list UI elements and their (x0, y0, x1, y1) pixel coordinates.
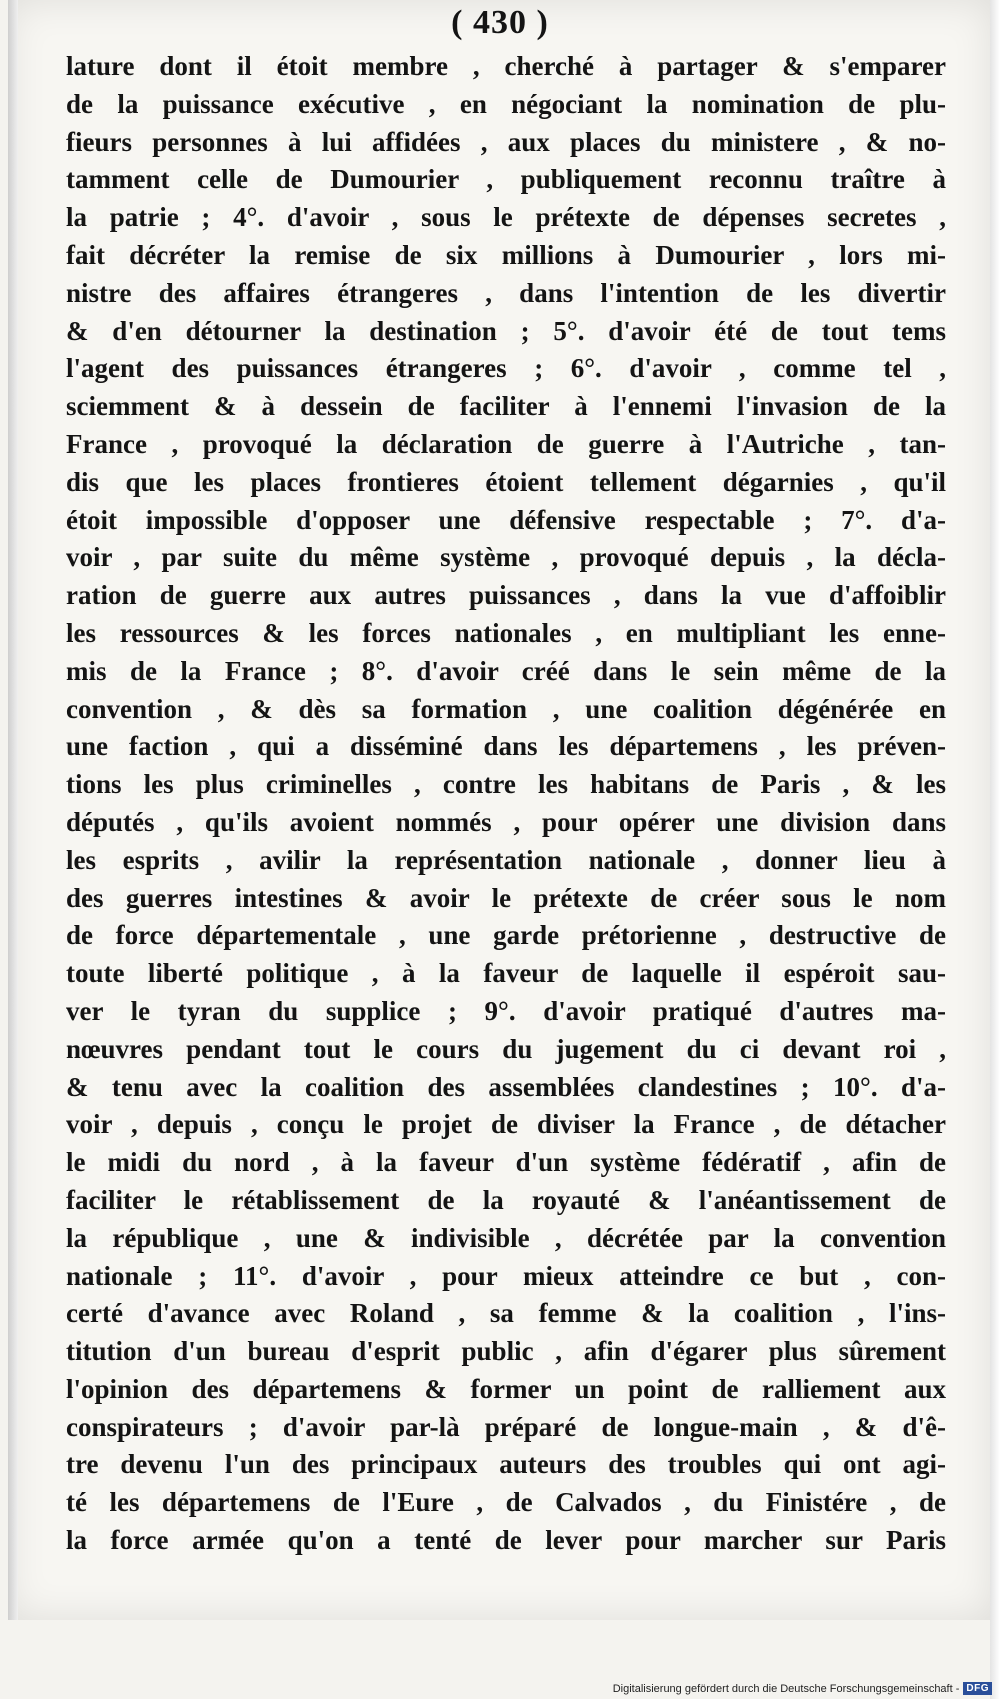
text-line: les ressources & les forces nationales , en multipliant les enne- (66, 617, 946, 648)
text-line: l'opinion des départemens & former un point de ralliement aux (66, 1373, 946, 1404)
text-line: ver le tyran du supplice ; 9°. d'avoir pratiqué d'autres ma- (66, 995, 946, 1026)
body-text (66, 48, 946, 1560)
text-line: voir , par suite du même système , provoqué depuis , la décla- (66, 542, 946, 573)
text-line: faciliter le rétablissement de la royauté & l'anéantissement de (66, 1184, 946, 1215)
text-line: de la puissance exécutive , en négociant la nomination de plu- (66, 88, 946, 119)
credit-text: Digitalisierung gefördert durch die Deutsche Forschungsgemeinschaft - (612, 1682, 960, 1695)
text-line: mis de la France ; 8°. d'avoir créé dans le sein même de la (66, 655, 946, 686)
text-line: té les départemens de l'Eure , de Calvados , du Finistére , de (66, 1487, 946, 1518)
text-line: nistre des affaires étrangeres , dans l'intention de les divertir (66, 277, 946, 308)
page-number: ( 430 ) (451, 4, 549, 41)
text-line: députés , qu'ils avoient nommés , pour opérer une division dans (66, 806, 946, 837)
dfg-logo: DFG (963, 1682, 992, 1695)
text-line: nœuvres pendant tout le cours du jugement du ci devant roi , (66, 1033, 946, 1064)
text-line: fait décréter la remise de six millions à Dumourier , lors mi- (66, 239, 946, 270)
text-line: titution d'un bureau d'esprit public , afin d'égarer plus sûrement (66, 1336, 946, 1367)
text-line: sciemment & à dessein de faciliter à l'ennemi l'invasion de la (66, 391, 946, 422)
text-line: convention , & dès sa formation , une coalition dégénérée en (66, 693, 946, 724)
text-line: France , provoqué la déclaration de guerre à l'Autriche , tan- (66, 428, 946, 459)
text-line: fieurs personnes à lui affidées , aux places du ministere , & no- (66, 126, 946, 157)
text-line: étoit impossible d'opposer une défensive respectable ; 7°. d'a- (66, 504, 946, 535)
text-line: conspirateurs ; d'avoir par-là préparé de longue-main , & d'ê- (66, 1411, 946, 1442)
text-line: ration de guerre aux autres puissances , dans la vue d'affoiblir (66, 580, 946, 611)
text-line: les esprits , avilir la représentation nationale , donner lieu à (66, 844, 946, 875)
text-line: toute liberté politique , à la faveur de laquelle il espéroit sau- (66, 958, 946, 989)
text-line: la patrie ; 4°. d'avoir , sous le prétexte de dépenses secretes , (66, 202, 946, 233)
text-line: & tenu avec la coalition des assemblées clandestines ; 10°. d'a- (66, 1071, 946, 1102)
text-line: la force armée qu'on a tenté de lever pour marcher sur Paris (66, 1525, 946, 1556)
text-line: tre devenu l'un des principaux auteurs des troubles qui ont agi- (66, 1449, 946, 1480)
text-line: dis que les places frontieres étoient tellement dégarnies , qu'il (66, 466, 946, 497)
text-line: certé d'avance avec Roland , sa femme & la coalition , l'ins- (66, 1298, 946, 1329)
text-line: lature dont il étoit membre , cherché à partager & s'emparer (66, 51, 946, 81)
text-line: tions les plus criminelles , contre les habitans de Paris , & les (66, 769, 946, 800)
text-line: nationale ; 11°. d'avoir , pour mieux atteindre ce but , con- (66, 1260, 946, 1291)
text-line: voir , depuis , conçu le projet de diviser la France , de détacher (66, 1109, 946, 1140)
text-line: le midi du nord , à la faveur d'un système fédératif , afin de (66, 1147, 946, 1178)
page-edge (990, 0, 1000, 1699)
digitization-credit (613, 1682, 992, 1695)
text-line: une faction , qui a disséminé dans les départemens , les préven- (66, 731, 946, 762)
page-binding-shadow (8, 0, 18, 1620)
text-line: & d'en détourner la destination ; 5°. d'avoir été de tout tems (66, 315, 946, 346)
text-line: l'agent des puissances étrangeres ; 6°. d'avoir , comme tel , (66, 353, 946, 384)
text-line: la république , une & indivisible , décrétée par la convention (66, 1222, 946, 1253)
text-line: des guerres intestines & avoir le prétexte de créer sous le nom (66, 882, 946, 913)
text-line: tamment celle de Dumourier , publiquement reconnu traître à (66, 164, 946, 195)
text-line: de force départementale , une garde prétorienne , destructive de (66, 920, 946, 951)
